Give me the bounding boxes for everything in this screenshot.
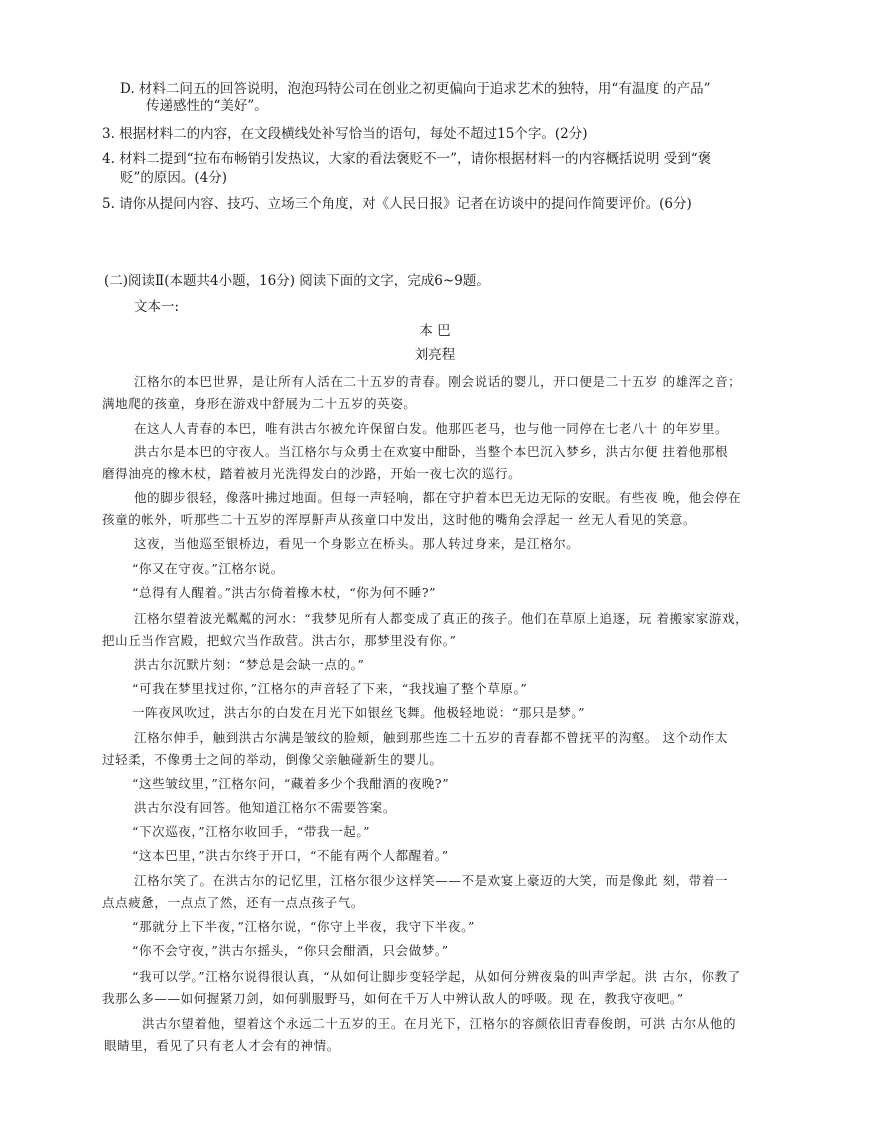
story-line: 这夜，当他巡至银桥边，看见一个身影立在桥头。那人转过身来，是江格尔。 xyxy=(134,536,580,551)
section-heading: (二)阅读Ⅱ(本题共4小题，16分) 阅读下面的文字，完成6~9题。 xyxy=(104,273,490,289)
story-line: 洪古尔沉默片刻：“梦总是会缺一点的。” xyxy=(134,657,365,672)
question-4-line2: 贬”的原因。(4分) xyxy=(120,170,228,186)
story-line: 过轻柔，不像勇士之间的举动，倒像父亲触碰新生的婴儿。 xyxy=(102,752,443,767)
question-5: 5. 请你从提问内容、技巧、立场三个角度，对《人民日报》记者在访谈中的提问作简要评价。(6分) xyxy=(102,196,692,212)
story-line: 江格尔笑了。在洪古尔的记忆里，江格尔很少这样笑——不是欢宴上豪迈的大笑，而是像此 刻，带着一 xyxy=(134,873,729,888)
story-line: 眼睛里，看见了只有老人才会有的神情。 xyxy=(104,1038,340,1053)
story-line: “可我在梦里找过你，”江格尔的声音轻了下来，“我找遍了整个草原。” xyxy=(132,681,528,696)
story-line: 洪古尔是本巴的守夜人。当江格尔与众勇士在欢宴中酣卧，当整个本巴沉入梦乡，洪古尔便 拄着他那根 xyxy=(134,444,729,459)
question-4-line1: 4. 材料二提到“拉布布畅销引发热议，大家的看法褒贬不一”，请你根据材料一的内容概括说明 受到“褒 xyxy=(102,151,712,167)
story-line: “这些皱纹里，”江格尔问，“藏着多少个我酣酒的夜晚?” xyxy=(132,776,450,791)
story-line: 洪古尔望着他，望着这个永远二十五岁的王。在月光下，江格尔的容颜依旧青春俊朗，可洪 古尔从他的 xyxy=(142,1016,737,1031)
story-line: 我那么多——如何握紧刀剑，如何驯服野马，如何在千万人中辨认敌人的呼吸。现 在，教我守夜吧。” xyxy=(102,991,684,1006)
story-line: 江格尔伸手，触到洪古尔满是皱纹的脸颊，触到那些连二十五岁的青春都不曾抚平的沟壑。 这个动作太 xyxy=(134,730,729,745)
story-line: 点点疲惫，一点点了然，还有一点点孩子气。 xyxy=(102,895,365,910)
story-line: “你又在守夜。”江格尔说。 xyxy=(132,561,284,576)
story-line: 磨得油亮的橡木杖，踏着被月光洗得发白的沙路，开始一夜七次的巡行。 xyxy=(102,466,522,481)
story-line: “那就分上下半夜，”江格尔说，“你守上半夜，我守下半夜。” xyxy=(132,919,475,934)
text-label: 文本一: xyxy=(134,299,180,315)
story-line: 江格尔望着波光粼粼的河水：“我梦见所有人都变成了真正的孩子。他们在草原上追逐，玩 着搬家家游戏， xyxy=(134,611,749,626)
story-line: “你不会守夜，”洪古尔摇头，“你只会酣酒，只会做梦。” xyxy=(132,943,449,958)
story-title: 本 巴 xyxy=(419,323,451,339)
story-line: “这本巴里，”洪古尔终于开口，“不能有两个人都醒着。” xyxy=(132,848,449,863)
question-3: 3. 根据材料二的内容，在文段横线处补写恰当的语句，每处不超过15个字。(2分) xyxy=(102,126,588,142)
story-line: 把山丘当作宫殿，把蚁穴当作敌营。洪古尔，那梦里没有你。” xyxy=(102,633,457,648)
question-option-d-line1: D. 材料二问五的回答说明，泡泡玛特公司在创业之初更偏向于追求艺术的独特，用“有温度 的产品” xyxy=(120,81,711,97)
story-line: 孩童的帐外，听那些二十五岁的浑厚鼾声从孩童口中发出，这时他的嘴角会浮起一 丝无人看见的笑意。 xyxy=(102,512,697,527)
story-line: “我可以学。”江格尔说得很认真，“从如何让脚步变轻学起，从如何分辨夜枭的叫声学起。洪 古尔，你教了 xyxy=(132,969,741,984)
question-option-d-line2: 传递感性的“美好”。 xyxy=(146,98,268,114)
story-line: 江格尔的本巴世界，是让所有人活在二十五岁的青春。刚会说话的婴儿，开口便是二十五岁 的雄浑之音； xyxy=(134,374,742,389)
story-line: 洪古尔没有回答。他知道江格尔不需要答案。 xyxy=(134,800,397,815)
story-author: 刘亮程 xyxy=(414,347,456,363)
story-line: 满地爬的孩童，身形在游戏中舒展为二十五岁的英姿。 xyxy=(102,396,417,411)
story-line: “下次巡夜，”江格尔收回手，“带我一起。” xyxy=(132,824,371,839)
story-line: 他的脚步很轻，像落叶拂过地面。但每一声轻响，都在守护着本巴无边无际的安眠。有些夜 晚，他会停在 xyxy=(134,490,742,505)
story-line: 在这人人青春的本巴，唯有洪古尔被允许保留白发。他那匹老马，也与他一同停在七老八十 的年岁里。 xyxy=(134,421,729,436)
story-line: “总得有人醒着。”洪古尔倚着橡木杖，“你为何不睡?” xyxy=(132,585,437,600)
story-line: 一阵夜风吹过，洪古尔的白发在月光下如银丝飞舞。他极轻地说：“那只是梦。” xyxy=(132,705,586,720)
